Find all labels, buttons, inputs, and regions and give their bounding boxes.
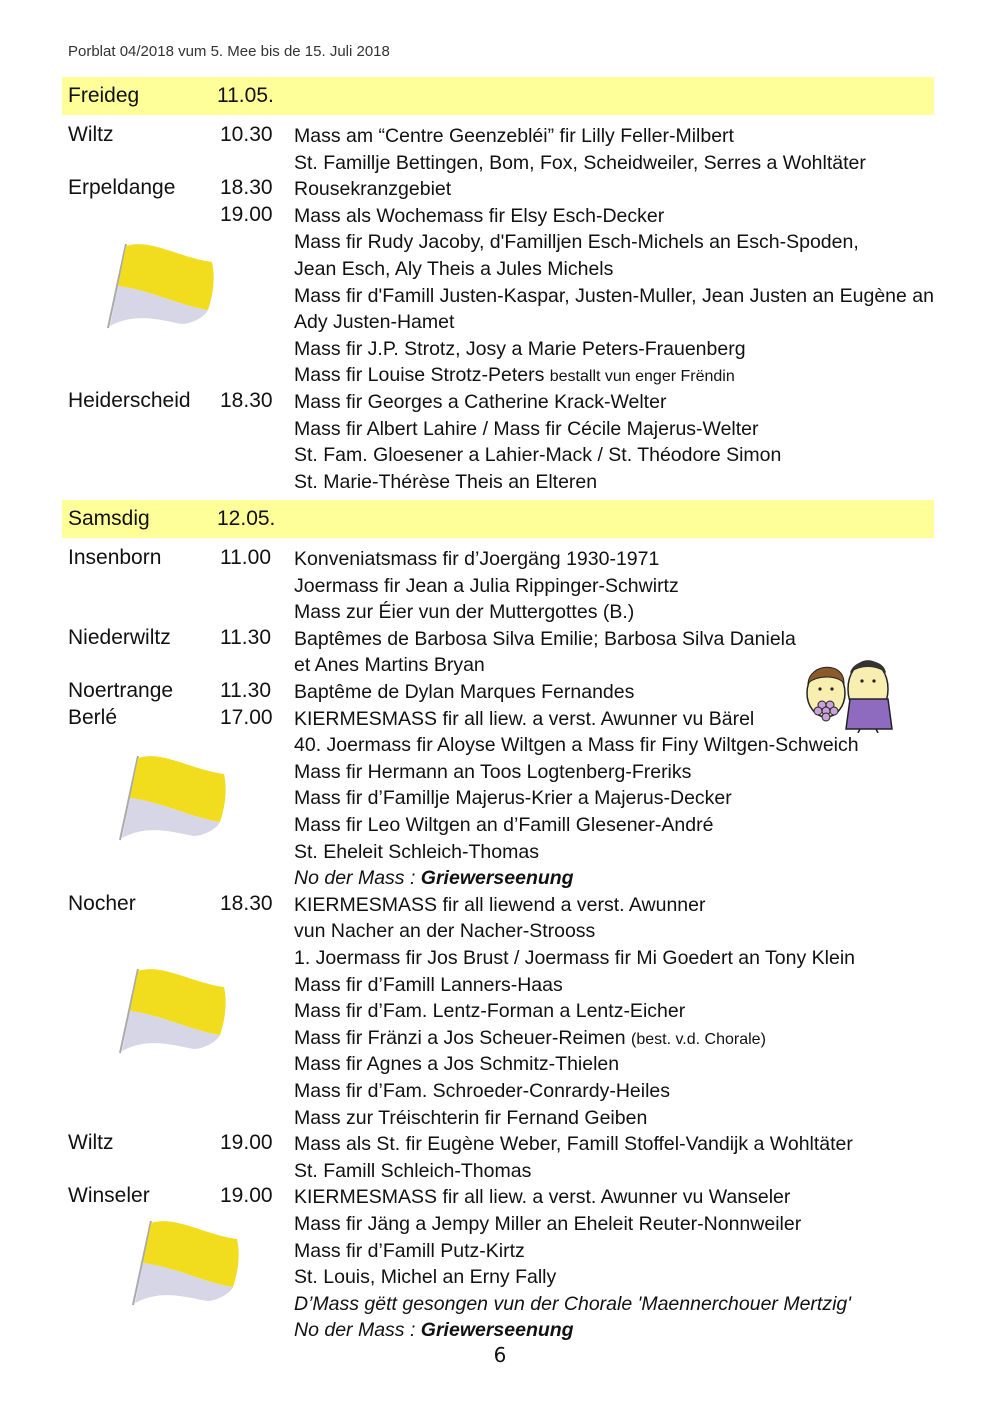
mass-text: 40. Joermass fir Aloyse Wiltgen a Mass fir Finy Wiltgen-Schweich <box>294 734 859 757</box>
mass-line <box>294 176 451 203</box>
mass-text: 1. Joermass fir Jos Brust / Joermass fir Mi Goedert an Tony Klein <box>294 947 856 969</box>
mass-type: Konveniatsmass <box>294 548 438 570</box>
location-noertrange: Noertrange <box>68 679 174 702</box>
location-niederwiltz: Niederwiltz <box>68 626 171 649</box>
papal-flag-icon <box>112 965 232 1055</box>
mass-text: fir all liew. a verst. Awunner vu Bärel <box>437 707 755 730</box>
mass-line <box>294 1078 670 1105</box>
location-heiderscheid: Heiderscheid <box>68 389 191 412</box>
mass-text: Ady Justen-Hamet <box>294 311 455 334</box>
mass-text: St. Famill Schleich-Thomas <box>294 1159 532 1182</box>
mass-line <box>294 759 691 786</box>
mass-type: Mass <box>294 204 341 227</box>
mass-text: Mass fir Hermann an Toos Logtenberg-Freriks <box>294 760 692 783</box>
mass-text: fir Georges a Catherine Krack-Welter <box>340 391 667 413</box>
mass-line <box>294 283 934 310</box>
mass-text: No der Mass : <box>294 1319 421 1342</box>
mass-text: D’Mass gëtt gesongen vun der Chorale 'Maennerchouer Mertzig' <box>294 1292 851 1315</box>
day-bar-saturday <box>62 500 934 538</box>
location-erpeldange: Erpeldange <box>68 176 176 199</box>
mass-text: Mass fir d’Famill Lanners-Haas <box>294 973 563 996</box>
mass-type: KIERMESMASS <box>294 893 438 916</box>
time: 19.00 <box>220 203 273 226</box>
page-header: Porblat 04/2018 vum 5. Mee bis de 15. Juli 2018 <box>68 43 390 60</box>
mass-line <box>294 1238 525 1265</box>
mass-text: St. Eheleit Schleich-Thomas <box>294 840 539 863</box>
time: 18.30 <box>220 389 273 412</box>
mass-text: Mass fir d’Famill Putz-Kirtz <box>294 1239 525 1262</box>
mass-line <box>294 1291 851 1318</box>
time: 18.30 <box>220 176 273 199</box>
mass-line <box>294 416 759 443</box>
mass-type: Baptêmes <box>294 627 382 650</box>
mass-text: fir all liew. a verst. Awunner vu Wanseler <box>437 1186 791 1209</box>
mass-text: Mass fir d'Famill Justen-Kaspar, Justen-Muller, Jean Justen an Eugène an <box>294 284 934 307</box>
mass-text: bestallt vun enger Frëndin <box>549 368 735 386</box>
mass-text: Mass zur Tréischterin fir Fernand Geiben <box>294 1106 648 1129</box>
papal-flag-icon <box>100 240 220 330</box>
mass-type: Mass <box>294 1133 341 1156</box>
mass-line <box>294 945 855 972</box>
mass-line <box>294 229 859 256</box>
mass-line <box>294 362 735 391</box>
mass-line <box>294 336 746 363</box>
location-wiltz: Wiltz <box>68 1131 114 1154</box>
mass-text: de Dylan Marques Fernandes <box>372 681 635 703</box>
mass-line <box>294 309 454 336</box>
mass-text: St. Fam. Gloesener a Lahier-Mack / St. Théodore Simon <box>294 444 782 467</box>
mass-text: Mass fir Leo Wiltgen an d’Famill Glesener-André <box>294 814 714 836</box>
time: 17.00 <box>220 706 273 729</box>
mass-line <box>294 1158 531 1185</box>
day-name: Freideg <box>68 84 140 107</box>
mass-text: fir d’Joergäng 1930-1971 <box>437 548 660 570</box>
mass-text: St. Famillje Bettingen, Bom, Fox, Scheidweiler, Serres a Wohltäter <box>294 151 866 174</box>
mass-text: am “Centre Geenzebléi” fir Lilly Feller-Milbert <box>340 125 734 147</box>
mass-text: als Wochemass fir Elsy Esch-Decker <box>340 204 665 227</box>
mass-text: Mass fir d’Famillje Majerus-Krier a Majerus-Decker <box>294 787 732 810</box>
mass-line <box>294 1051 619 1078</box>
mass-type: KIERMESMASS <box>294 707 438 730</box>
mass-line <box>294 573 679 600</box>
mass-text: et Anes Martins Bryan <box>294 654 485 677</box>
location-winseler: Winseler <box>68 1184 150 1207</box>
mass-line <box>294 706 754 733</box>
mass-text: als St. fir Eugène Weber, Famill Stoffel-Vandijk a Wohltäter <box>340 1133 853 1156</box>
day-bar-friday <box>62 77 934 115</box>
mass-line <box>294 812 713 839</box>
mass-text: (best. v.d. Chorale) <box>631 1030 766 1048</box>
location-insenborn: Insenborn <box>68 546 162 569</box>
location-nocher: Nocher <box>68 892 136 915</box>
location-wiltz: Wiltz <box>68 123 114 146</box>
mass-text: Griewerseenung <box>420 1319 574 1342</box>
mass-type: KIERMESMASS <box>294 1186 438 1209</box>
day-date: 11.05. <box>217 84 274 107</box>
time: 11.30 <box>220 679 271 702</box>
mass-line <box>294 1317 574 1344</box>
mass-line <box>294 256 613 283</box>
mass-text: Mass fir d’Fam. Schroeder-Conrardy-Heiles <box>294 1080 671 1102</box>
mass-text: Griewerseenung <box>420 867 574 890</box>
mass-text: St. Marie-Thérèse Theis an Elteren <box>294 470 598 493</box>
mass-line <box>294 785 732 812</box>
mass-line <box>294 1184 790 1211</box>
mass-text: Joermass fir Jean a Julia Rippinger-Schwirtz <box>294 574 679 597</box>
papal-flag-icon <box>112 752 232 842</box>
mass-line <box>294 998 685 1025</box>
mass-text: de Barbosa Silva Emilie; Barbosa Silva Daniela <box>381 627 796 650</box>
mass-text: Mass fir Louise Strotz-Peters <box>294 364 550 387</box>
mass-text: Mass fir d’Fam. Lentz-Forman a Lentz-Eicher <box>294 1000 686 1023</box>
mass-type: Mass <box>294 125 341 147</box>
mass-text: Mass fir Fränzi a Jos Scheuer-Reimen <box>294 1026 632 1049</box>
time: 18.30 <box>220 892 273 915</box>
mass-text: Mass fir Jäng a Jempy Miller an Eheleit Reuter-Nonnweiler <box>294 1213 802 1235</box>
mass-line <box>294 1211 801 1238</box>
mass-text: Mass zur Éier vun der Muttergottes (B.) <box>294 601 635 624</box>
mass-line <box>294 626 796 653</box>
mass-line <box>294 442 781 469</box>
mass-line <box>294 1131 853 1158</box>
time: 11.00 <box>220 546 271 569</box>
time: 19.00 <box>220 1184 273 1207</box>
mass-type: Mass <box>294 391 341 413</box>
mass-line <box>294 123 734 150</box>
mass-type: Rousekranzgebiet <box>294 178 452 201</box>
mass-line <box>294 892 706 919</box>
mass-line <box>294 865 574 892</box>
day-name: Samsdig <box>68 507 150 530</box>
mass-text: vun Nacher an der Nacher-Strooss <box>294 920 596 943</box>
mass-line <box>294 1025 766 1054</box>
mass-line <box>294 599 634 626</box>
mass-line <box>294 1264 556 1291</box>
papal-flag-icon <box>125 1217 245 1307</box>
mass-line <box>294 918 595 945</box>
mass-type: Baptême <box>294 681 373 703</box>
time: 11.30 <box>220 626 271 649</box>
mass-line <box>294 1105 647 1132</box>
day-date: 12.05. <box>217 507 276 530</box>
mass-text: fir all liewend a verst. Awunner <box>437 893 706 916</box>
mass-text: No der Mass : <box>294 867 421 890</box>
mass-text: Mass fir Rudy Jacoby, d'Familljen Esch-Michels an Esch-Spoden, <box>294 231 859 254</box>
mass-line <box>294 469 597 496</box>
mass-line <box>294 679 634 706</box>
time: 19.00 <box>220 1131 273 1154</box>
mass-text: Mass fir Albert Lahire / Mass fir Cécile Majerus-Welter <box>294 417 759 440</box>
mass-line <box>294 203 664 230</box>
mass-text: Mass fir J.P. Strotz, Josy a Marie Peters-Frauenberg <box>294 337 746 360</box>
mass-line <box>294 839 539 866</box>
time: 10.30 <box>220 123 273 146</box>
children-couple-icon <box>800 653 895 733</box>
mass-line <box>294 972 563 999</box>
mass-line <box>294 546 659 573</box>
page-number: 6 <box>493 1343 507 1367</box>
mass-line <box>294 652 485 679</box>
mass-text: Jean Esch, Aly Theis a Jules Michels <box>294 258 614 280</box>
mass-text: Mass fir Agnes a Jos Schmitz-Thielen <box>294 1053 620 1076</box>
location-berle: Berlé <box>68 706 118 729</box>
mass-line <box>294 150 866 177</box>
mass-line <box>294 732 859 759</box>
mass-line <box>294 389 666 416</box>
mass-text: St. Louis, Michel an Erny Fally <box>294 1266 557 1289</box>
